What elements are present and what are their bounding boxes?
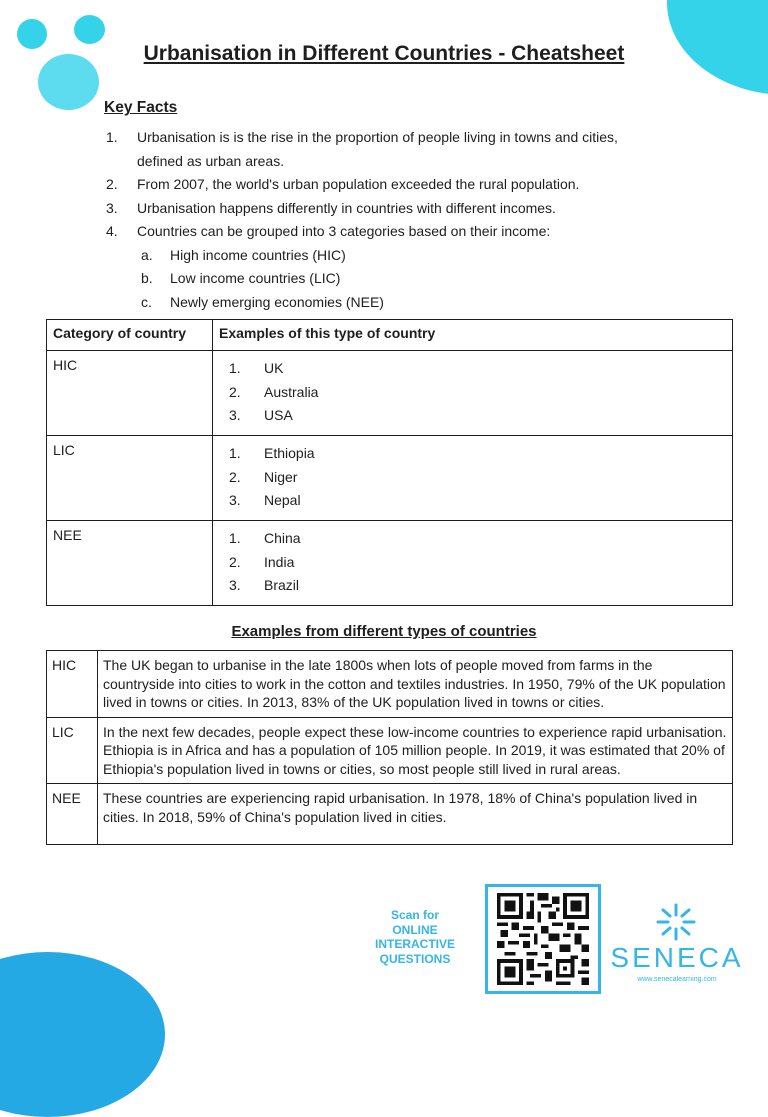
table-row — [47, 717, 733, 784]
sub-list-item — [141, 244, 666, 268]
website-link[interactable]: www.senecalearning.com — [637, 976, 717, 983]
key-facts-heading: Key Facts — [104, 99, 178, 116]
list-number: 3. — [229, 492, 241, 508]
list-number: 2. — [106, 176, 118, 192]
list-number: 1. — [229, 445, 241, 461]
category-cell: HIC — [47, 651, 98, 718]
list-number: 3. — [229, 407, 241, 423]
country-item — [229, 404, 726, 428]
country-item — [229, 466, 726, 490]
table-row — [47, 436, 733, 521]
country-item — [229, 527, 726, 551]
list-number: 4. — [106, 223, 118, 239]
country-name: UK — [264, 360, 284, 376]
list-text: Low income countries (LIC) — [170, 270, 341, 286]
list-number: 3. — [229, 577, 241, 593]
list-item — [106, 220, 666, 244]
brand-name: SENECA — [610, 942, 744, 973]
list-text: From 2007, the world's urban population exceeded the rural population. — [137, 176, 580, 192]
scan-line: INTERACTIVE — [374, 937, 455, 951]
scan-line: QUESTIONS — [379, 951, 451, 966]
country-item — [229, 442, 726, 466]
examples-cell — [213, 521, 733, 606]
country-name: Ethiopia — [264, 445, 315, 461]
country-item — [229, 381, 726, 405]
examples-cell — [213, 351, 733, 436]
country-item — [229, 357, 726, 381]
list-letter: a. — [141, 246, 153, 263]
examples-table — [46, 650, 733, 845]
list-text: High income countries (HIC) — [170, 246, 346, 263]
examples-cell — [213, 436, 733, 521]
list-text: Urbanisation happens differently in countries with different incomes. — [137, 199, 556, 216]
sub-list-item — [141, 267, 666, 291]
list-number: 3. — [106, 199, 118, 216]
list-letter: b. — [141, 270, 153, 286]
table-row — [47, 521, 733, 606]
table-row — [47, 784, 733, 845]
country-name: Niger — [264, 468, 298, 485]
description-cell: In the next few decades, people expect these low-income countries to experience rapid urbanisation. Ethiopia is in Africa and has a population of 105 million people. In 2019, it was estimated that 20% of Ethiopia's population lived in towns or cities, so most people still lived in rural areas. — [98, 717, 733, 784]
table-row — [47, 651, 733, 718]
category-table — [46, 319, 733, 606]
list-number: 2. — [229, 468, 241, 485]
page-title: Urbanisation in Different Countries - Cheatsheet — [143, 42, 625, 65]
list-text: Urbanisation is is the rise in the proportion of people living in towns and cities, defined as urban areas. — [137, 129, 618, 169]
list-number: 1. — [229, 530, 241, 546]
decorative-corner-blob — [0, 952, 165, 1117]
list-number: 2. — [229, 553, 241, 570]
list-number: 2. — [229, 383, 241, 400]
category-cell: NEE — [47, 521, 213, 606]
column-header-examples: Examples of this type of country — [213, 320, 733, 351]
scan-line: ONLINE — [392, 922, 438, 937]
list-text: Newly emerging economies (NEE) — [170, 293, 384, 310]
sub-list-item — [141, 291, 666, 315]
list-item — [106, 197, 666, 221]
list-letter: c. — [141, 293, 152, 310]
country-name: India — [264, 553, 295, 570]
list-text: Countries can be grouped into 3 categories based on their income: — [137, 223, 551, 239]
scan-prompt — [365, 908, 465, 966]
qr-code-icon — [496, 893, 590, 985]
scan-line: Scan for — [390, 908, 439, 922]
list-item — [106, 126, 666, 173]
key-facts-list — [106, 126, 666, 314]
category-cell: NEE — [47, 784, 98, 845]
table-row — [47, 351, 733, 436]
table-header-row — [47, 320, 733, 351]
category-cell: LIC — [47, 717, 98, 784]
seneca-logo-icon — [654, 902, 698, 942]
description-cell: These countries are experiencing rapid urbanisation. In 1978, 18% of China's population lived in cities. In 2018, 59% of China's population lived in cities. — [98, 784, 733, 845]
category-cell: HIC — [47, 351, 213, 436]
country-name: Nepal — [264, 492, 301, 508]
list-number: 1. — [229, 360, 241, 376]
country-name: Australia — [264, 383, 319, 400]
qr-code[interactable] — [485, 884, 601, 994]
column-header-category: Category of country — [47, 320, 213, 351]
category-cell: LIC — [47, 436, 213, 521]
country-item — [229, 489, 726, 513]
country-item — [229, 551, 726, 575]
list-number: 1. — [106, 129, 118, 145]
decorative-circle — [74, 15, 105, 44]
country-name: China — [264, 530, 301, 546]
country-name: USA — [264, 407, 293, 423]
list-item — [106, 173, 666, 197]
country-item — [229, 574, 726, 598]
country-name: Brazil — [264, 577, 300, 593]
description-cell: The UK began to urbanise in the late 1800s when lots of people moved from farms in the countryside into cities to work in the cotton and textiles industries. In 1950, 79% of the UK population lived in towns or cities. In 2013, 83% of the UK population lived in towns or cities. — [98, 651, 733, 718]
examples-heading: Examples from different types of countries — [231, 623, 537, 640]
